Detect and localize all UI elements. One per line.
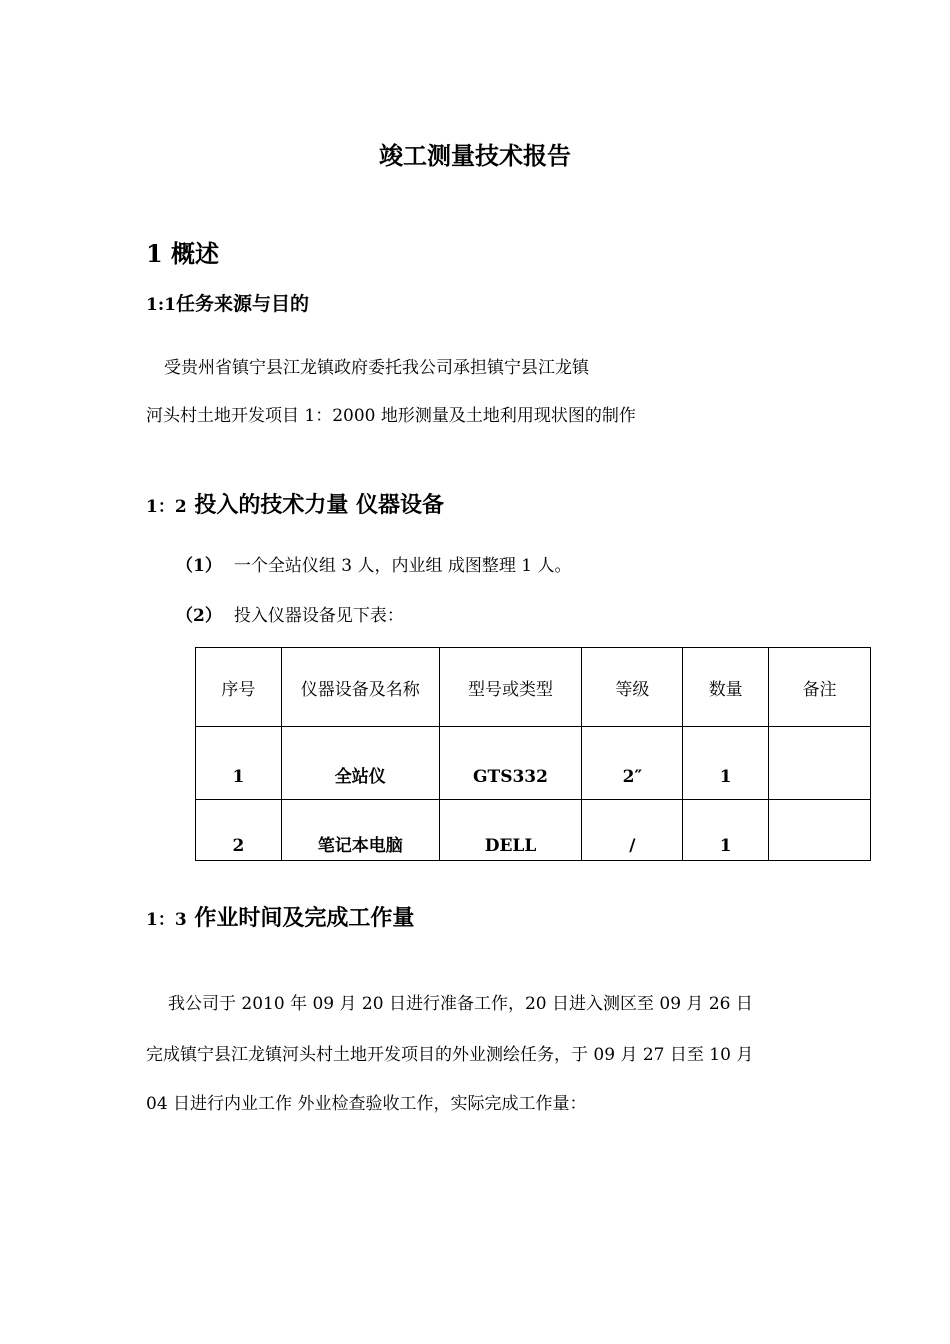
table-header-cell: 仪器设备及名称 bbox=[281, 648, 439, 727]
table-cell: DELL bbox=[439, 800, 582, 861]
document-title: 竣工测量技术报告 bbox=[379, 141, 571, 170]
subsection-title: 作业时间及完成工作量 bbox=[194, 905, 415, 931]
table-cell: 1 bbox=[683, 727, 769, 800]
paragraph-line: 受贵州省镇宁县江龙镇政府委托我公司承担镇宁县江龙镇 bbox=[164, 358, 589, 378]
subsection-number: 1：3 bbox=[146, 910, 187, 930]
list-item bbox=[176, 551, 572, 576]
subsection-heading-1-1 bbox=[146, 289, 309, 316]
table-header-cell: 数量 bbox=[683, 648, 769, 727]
table-header-cell: 序号 bbox=[196, 648, 282, 727]
table-header-cell: 等级 bbox=[582, 648, 683, 727]
table-cell: 2″ bbox=[582, 727, 683, 800]
paragraph-line: 完成镇宁县江龙镇河头村土地开发项目的外业测绘任务，于 09 月 27 日至 10 月 bbox=[146, 1045, 754, 1065]
paragraph-line: 河头村土地开发项目 1：2000 地形测量及土地利用现状图的制作 bbox=[146, 406, 636, 426]
table-row bbox=[196, 727, 871, 800]
list-item-text: 一个全站仪组 3 人，内业组 成图整理 1 人。 bbox=[233, 556, 572, 576]
equipment-table bbox=[195, 647, 871, 861]
subsection-title: 任务来源与目的 bbox=[175, 293, 309, 315]
subsection-heading-1-2 bbox=[146, 488, 444, 519]
table-cell: 笔记本电脑 bbox=[281, 800, 439, 861]
section-heading-overview: 1 概述 bbox=[146, 239, 220, 268]
table-row bbox=[196, 800, 871, 861]
table-header-cell: 备注 bbox=[769, 648, 871, 727]
table-header-row bbox=[196, 648, 871, 727]
table-cell: 2 bbox=[196, 800, 282, 861]
table-cell: 1 bbox=[196, 727, 282, 800]
list-item-text: 投入仪器设备见下表： bbox=[233, 606, 404, 626]
subsection-number: 1:1 bbox=[146, 295, 176, 315]
list-item-label: （2） bbox=[176, 606, 222, 626]
list-item-label: （1） bbox=[176, 556, 222, 576]
table-cell: GTS332 bbox=[439, 727, 582, 800]
list-item bbox=[176, 601, 404, 626]
table-cell: 1 bbox=[683, 800, 769, 861]
table-cell bbox=[769, 727, 871, 800]
paragraph-line: 我公司于 2010 年 09 月 20 日进行准备工作，20 日进入测区至 09 月 26 日 bbox=[168, 994, 753, 1014]
table-header-cell: 型号或类型 bbox=[439, 648, 582, 727]
paragraph-line: 04 日进行内业工作 外业检查验收工作，实际完成工作量： bbox=[146, 1094, 587, 1114]
subsection-heading-1-3 bbox=[146, 901, 414, 932]
subsection-number: 1：2 bbox=[146, 497, 187, 517]
subsection-title: 投入的技术力量 仪器设备 bbox=[194, 492, 445, 518]
table-cell bbox=[769, 800, 871, 861]
table-cell: / bbox=[582, 800, 683, 861]
table-cell: 全站仪 bbox=[281, 727, 439, 800]
